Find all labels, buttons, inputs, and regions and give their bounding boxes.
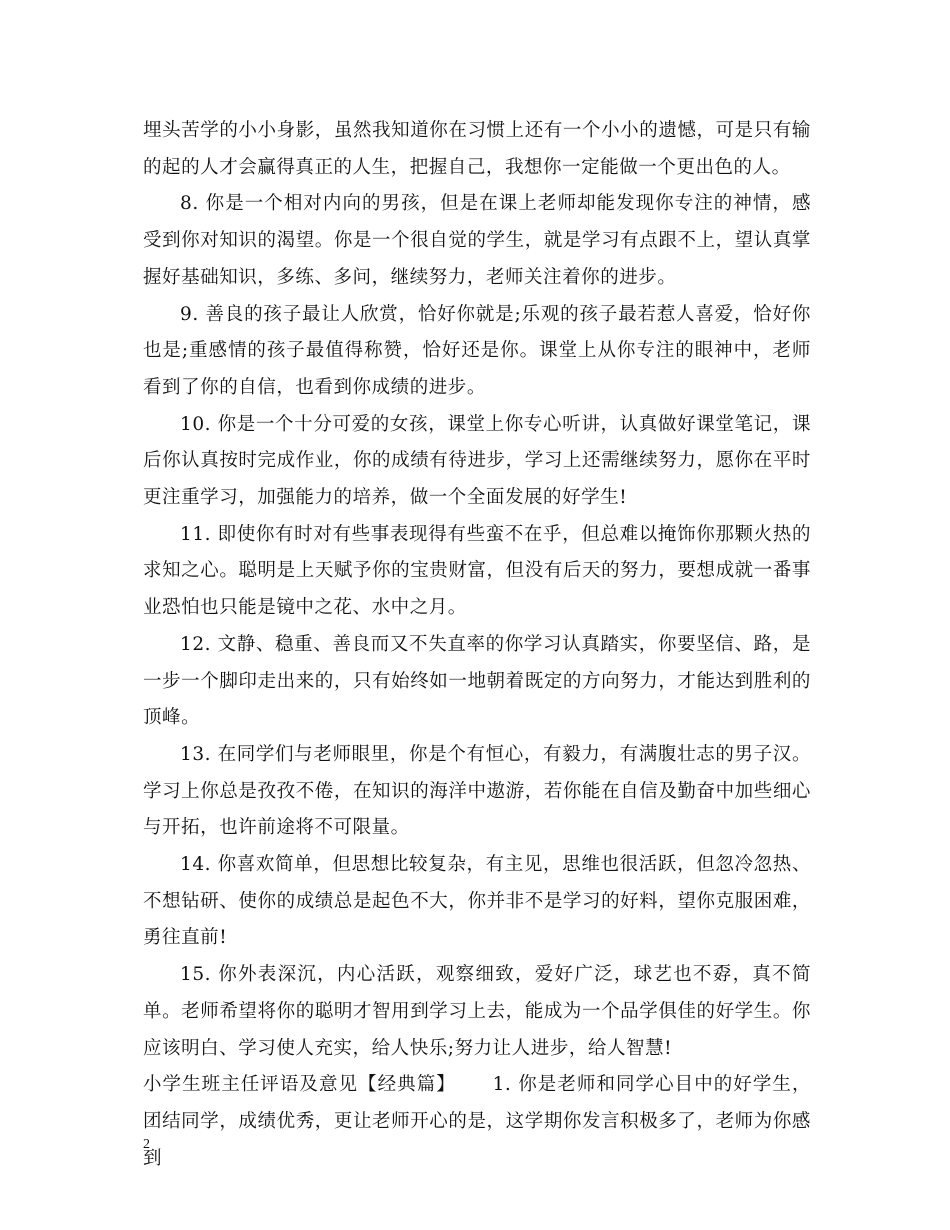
paragraph-item-14: 14. 你喜欢简单，但思想比较复杂，有主见，思维也很活跃，但忽冷忽热、不想钻研、使你的成绩总是起色不大，你并非不是学习的好料，望你克服困难，勇往直前!	[143, 854, 811, 949]
paragraph-item-9: 9. 善良的孩子最让人欣赏，恰好你就是;乐观的孩子最若惹人喜爱，恰好你也是;重感情的孩子最值得称赞，恰好还是你。课堂上从你专注的眼神中，老师看到了你的自信，也看到你成绩的进步。	[143, 303, 811, 398]
body-text	[143, 113, 811, 1177]
paragraph-continuation: 埋头苦学的小小身影，虽然我知道你在习惯上还有一个小小的遗憾，可是只有输的起的人才会赢得真正的人生，把握自己，我想你一定能做一个更出色的人。	[143, 120, 811, 178]
section-heading-paragraph: 小学生班主任评语及意见【经典篇】 1. 你是老师和同学心目中的好学生，团结同学，成绩优秀，更让老师开心的是，这学期你发言积极多了，老师为你感到	[143, 1074, 811, 1169]
paragraph-item-11: 11. 即使你有时对有些事表现得有些蛮不在乎，但总难以掩饰你那颗火热的求知之心。聪明是上天赋予你的宝贵财富，但没有后天的努力，要想成就一番事业恐怕也只能是镜中之花、水中之月。	[143, 523, 811, 619]
page-number: 2	[143, 1137, 150, 1152]
paragraph-item-10: 10. 你是一个十分可爱的女孩，课堂上你专心听讲，认真做好课堂笔记，课后你认真按时完成作业，你的成绩有待进步，学习上还需继续努力，愿你在平时更注重学习，加强能力的培养，做一个全面发展的好学生!	[143, 413, 811, 509]
paragraph-item-8: 8. 你是一个相对内向的男孩，但是在课上老师却能发现你专注的神情，感受到你对知识的渴望。你是一个很自觉的学生，就是学习有点跟不上，望认真掌握好基础知识，多练、多问，继续努力，老师关注着你的进步。	[143, 193, 811, 288]
paragraph-item-12: 12. 文静、稳重、善良而又不失直率的你学习认真踏实，你要坚信、路，是一步一个脚印走出来的，只有始终如一地朝着既定的方向努力，才能达到胜利的顶峰。	[143, 633, 811, 729]
paragraph-item-13: 13. 在同学们与老师眼里，你是个有恒心，有毅力，有满腹壮志的男子汉。学习上你总是孜孜不倦，在知识的海洋中遨游，若你能在自信及勤奋中加些细心与开拓，也许前途将不可限量。	[143, 743, 811, 839]
paragraph-item-15: 15. 你外表深沉，内心活跃，观察细致，爱好广泛，球艺也不孬，真不简单。老师希望将你的聪明才智用到学习上去，能成为一个品学俱佳的好学生。你应该明白、学习使人充实，给人快乐;努力让人进步，给人智慧!	[143, 964, 811, 1059]
